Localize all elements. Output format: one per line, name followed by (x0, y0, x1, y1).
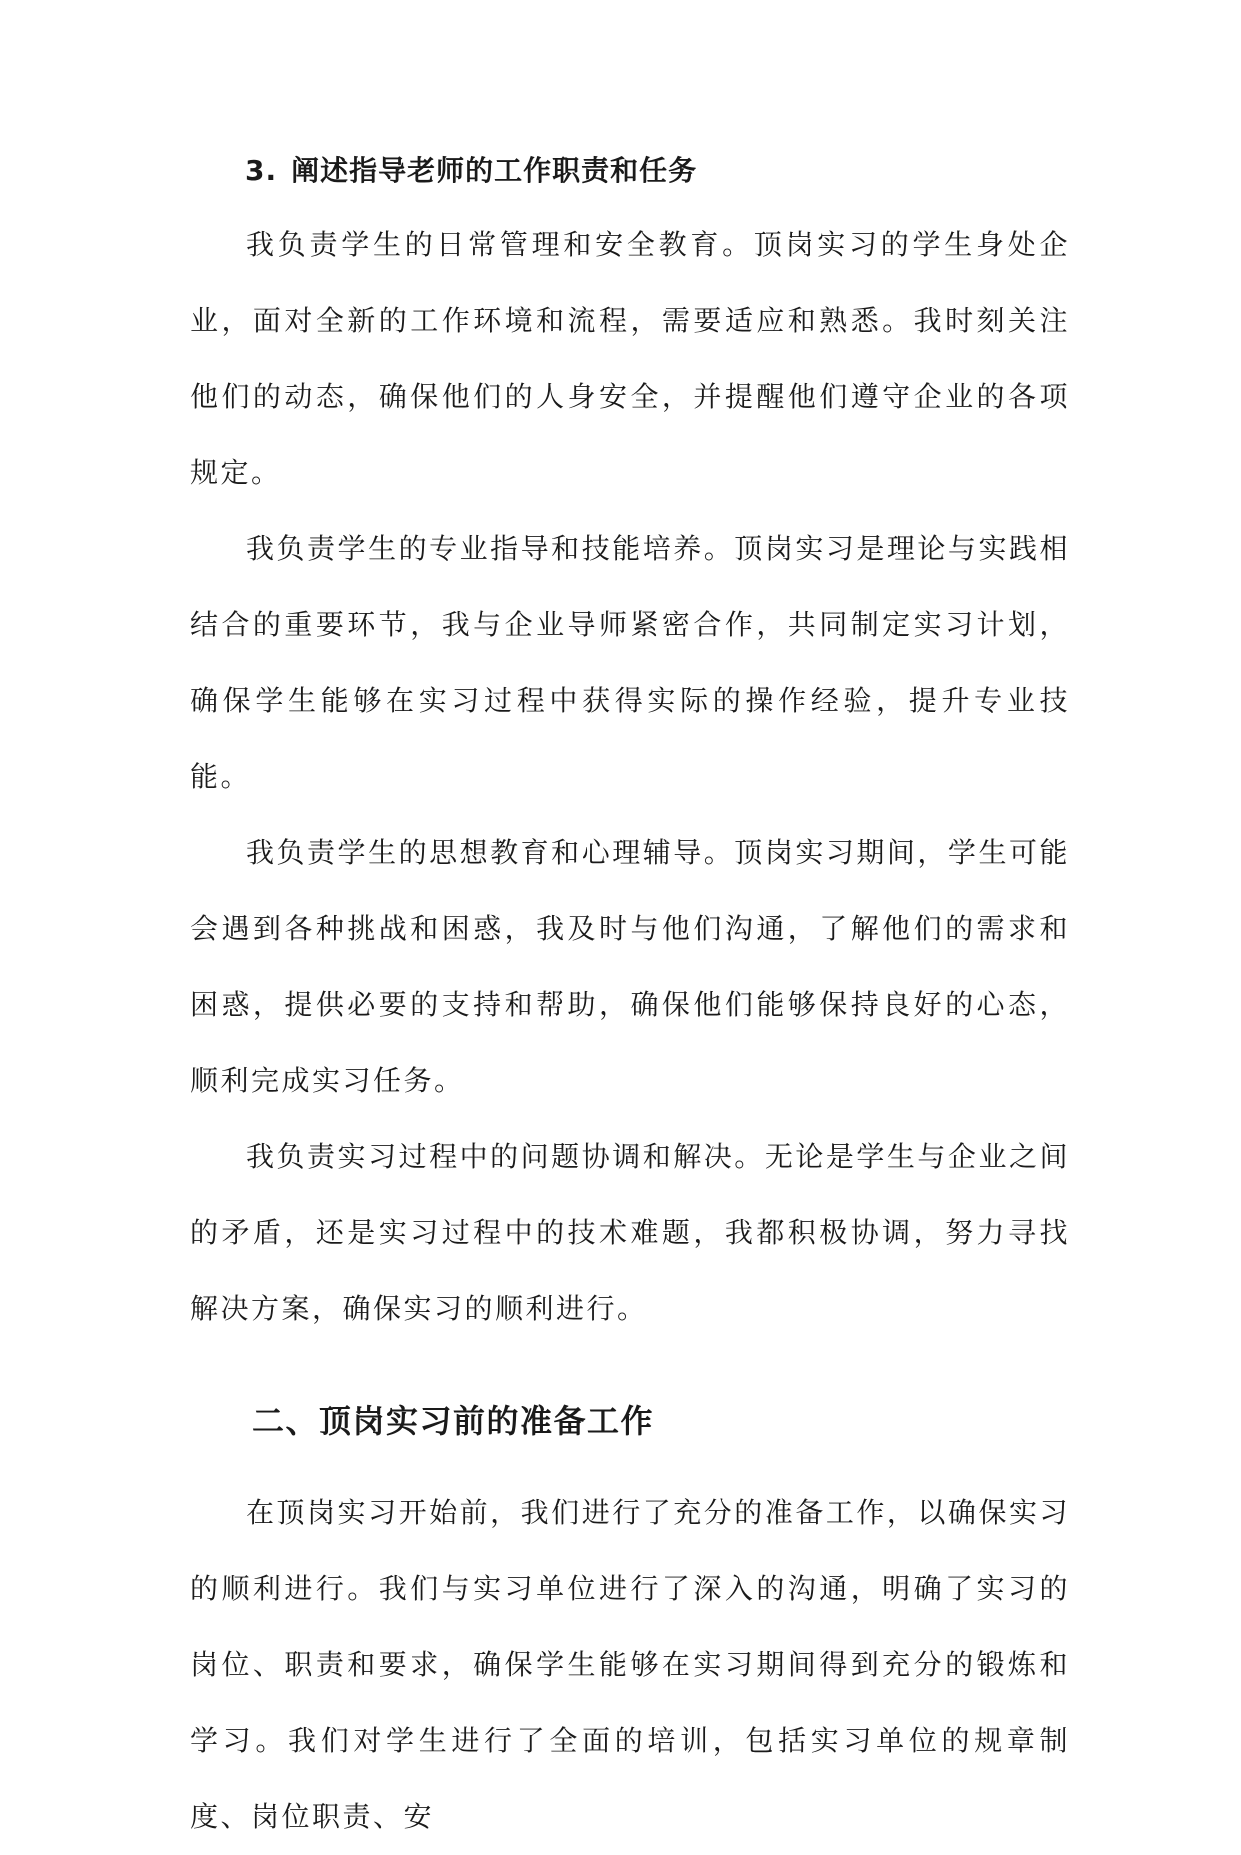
subsection-title: 阐述指导老师的工作职责和任务 (291, 154, 698, 187)
paragraph: 我负责实习过程中的问题协调和解决。无论是学生与企业之间的矛盾，还是实习过程中的技术难题，我都积极协调，努力寻找解决方案，确保实习的顺利进行。 (190, 1140, 1070, 1325)
paragraph: 我负责学生的思想教育和心理辅导。顶岗实习期间，学生可能会遇到各种挑战和困惑，我及时与他们沟通，了解他们的需求和困惑，提供必要的支持和帮助，确保他们能够保持良好的心态，顺利完成实习任务。 (190, 836, 1070, 1097)
section-heading: 二、顶岗实习前的准备工作 (252, 1402, 655, 1440)
paragraph: 我负责学生的日常管理和安全教育。顶岗实习的学生身处企业，面对全新的工作环境和流程，需要适应和熟悉。我时刻关注他们的动态，确保他们的人身安全，并提醒他们遵守企业的各项规定。 (190, 228, 1070, 489)
subsection-number: 3. (245, 154, 278, 187)
page-content (190, 145, 1070, 1855)
paragraph: 我负责学生的专业指导和技能培养。顶岗实习是理论与实践相结合的重要环节，我与企业导师紧密合作，共同制定实习计划，确保学生能够在实习过程中获得实际的操作经验，提升专业技能。 (190, 532, 1070, 793)
paragraph: 在顶岗实习开始前，我们进行了充分的准备工作，以确保实习的顺利进行。我们与实习单位进行了深入的沟通，明确了实习的岗位、职责和要求，确保学生能够在实习期间得到充分的锻炼和学习。我们对学生进行了全面的培训，包括实习单位的规章制度、岗位职责、安 (190, 1496, 1070, 1833)
subsection-heading (190, 145, 1070, 197)
